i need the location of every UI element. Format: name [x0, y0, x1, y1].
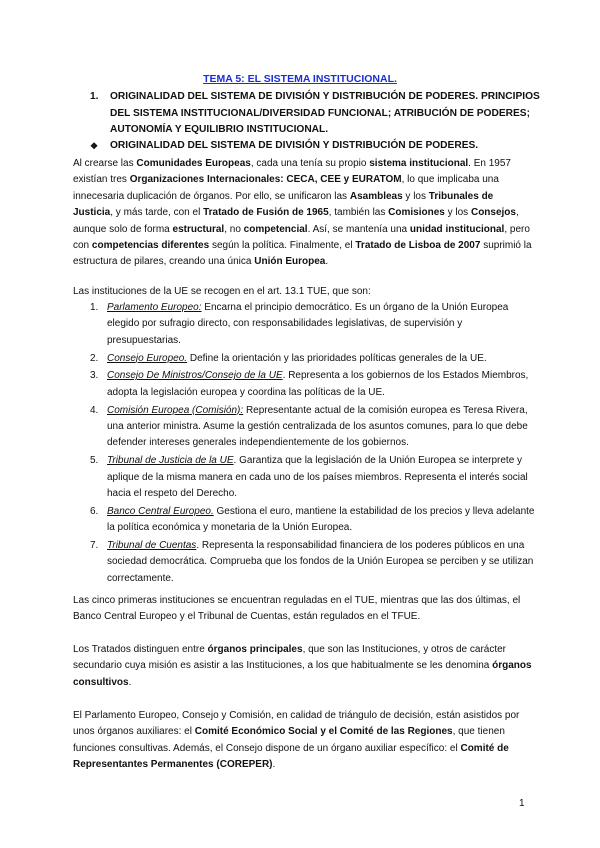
text-run: . Así, se mantenía una — [307, 223, 410, 235]
heading-number: 1. — [90, 91, 99, 102]
bold-text-run: Comunidades Europeas — [136, 158, 251, 169]
bold-text-run: competencial — [243, 223, 308, 235]
text-run: , que tienen funciones consultivas. Además, el Consejo dispone de un órgano auxiliar específico: el — [73, 726, 505, 754]
text-run: , aunque solo de forma — [73, 207, 519, 235]
text-run: , cada una tenía su propio — [250, 158, 370, 169]
institutions-list — [90, 300, 535, 589]
bold-text-run: órganos principales — [207, 644, 303, 655]
bold-text-run: competencias diferentes — [91, 240, 210, 252]
list-item: 6. Banco Central Europeo. Gestiona el euro, mantiene la estabilidad de los precios y lleva adelante la política económica y monetaria de la Unión Europea. — [90, 505, 535, 534]
institution-name: Comisión Europea (Comisión): — [107, 404, 244, 416]
institution-description: . Representa a los gobiernos de los Estados Miembros, adopta la legislación europea y coordina las políticas de la UE. — [107, 370, 529, 398]
institution-name: Consejo De Ministros/Consejo de la UE — [107, 370, 283, 382]
page-number: 1 — [519, 798, 525, 809]
institution-name: Tribunal de Justicia de la UE — [107, 455, 234, 467]
heading-text: ORIGINALIDAD DEL SISTEMA DE DIVISIÓN Y DISTRIBUCIÓN DE PODERES. PRINCIPIOS DEL SISTEMA INSTITUCIONAL/DIVERSIDAD FUNCIONAL; ATRIBUCIÓN DE PODERES; AUTONOMÍA Y EQUILIBRIO INSTITUCIONAL. — [110, 91, 540, 135]
bold-text-run: Consejos — [470, 207, 516, 219]
text-run: Al crearse las — [73, 158, 137, 169]
text-run: , también las — [328, 207, 389, 219]
paragraph-history — [73, 156, 533, 271]
text-run: , y más tarde, con el — [110, 207, 204, 219]
section-heading-1 — [90, 89, 540, 139]
institution-name: Banco Central Europeo. — [107, 505, 214, 517]
text-run: , que son las Instituciones, y otros de carácter secundario cuya misión es asistir a las Instituciones, a los que habitualmente se les denomina — [73, 644, 506, 672]
bold-text-run: estructural — [172, 223, 225, 235]
institution-name: Tribunal de Cuentas — [107, 540, 197, 552]
bold-text-run: sistema institucional — [369, 158, 469, 169]
institution-description: Gestiona el euro, mantiene la estabilidad de los precios y lleva adelante la política económica y monetaria de la Unión Europea. — [107, 505, 535, 534]
text-run: , pero con — [73, 223, 530, 252]
bold-text-run: órganos consultivos — [73, 660, 532, 688]
institution-description: Encarna el principio democrático. Es un órgano de la Unión Europea elegido por sufragio directo, con responsabilidades legislativas, de supervisión y presupuestarias. — [107, 302, 509, 346]
list-item: 4. Comisión Europea (Comisión): Representante actual de la comisión europea es Teresa Rivera, una anterior ministra. Asume la gestión centralizada de los asuntos comunes, para lo que debe defender intereses generales independientemente de los gobiernos. — [90, 404, 528, 449]
bold-text-run: Tribunales de Justicia — [73, 190, 494, 219]
bold-text-run: Unión Europea — [254, 256, 326, 268]
text-run: , no — [224, 223, 244, 235]
text-run: y los — [444, 207, 471, 219]
institution-name: Parlamento Europeo: — [107, 302, 202, 313]
diamond-bullet-icon: ❖ — [90, 141, 99, 151]
text-run: . En 1957 existían tres — [73, 158, 511, 186]
list-item: 2. Consejo Europeo. Define la orientación y las prioridades políticas generales de la UE. — [90, 352, 487, 364]
text-run: Los Tratados distinguen entre — [73, 644, 208, 655]
paragraph-organs — [73, 642, 533, 691]
institution-description: . Garantiza que la legislación de la Unión Europea se interprete y aplique de la misma manera en cada uno de los países miembros. Representa el interés social hacia el respeto del Derecho. — [107, 455, 528, 500]
bold-text-run: Tratado de Lisboa de 2007 — [355, 240, 481, 252]
bold-text-run: Comité de Representantes Permanentes (COREPER) — [73, 742, 509, 771]
list-item: 3. Consejo De Ministros/Consejo de la UE. Representa a los gobiernos de los Estados Miembros, adopta la legislación europea y coordina las políticas de la UE. — [90, 370, 529, 398]
text-run: , lo que implicaba una innecesaria duplicación de órganos. Por ello, se unificaron las — [73, 174, 499, 202]
list-item: 5. Tribunal de Justicia de la UE. Garantiza que la legislación de la Unión Europea se interprete y aplique de la misma manera en cada uno de los países miembros. Representa el interés social hacia el respeto del Derecho. — [90, 455, 528, 500]
text-run: suprimió la estructura de pilares, creando una única — [73, 240, 532, 268]
institution-name: Consejo Europeo. — [107, 352, 188, 364]
institution-description: Representante actual de la comisión europea es Teresa Rivera, una anterior ministra. Asume la gestión centralizada de los asuntos comunes, para lo que debe defender intereses generales independientemente de los gobiernos. — [107, 404, 528, 449]
text-run: . — [272, 759, 276, 771]
institution-description: . Representa la responsabilidad financiera de los poderes públicos en una sociedad democrática. Comprueba que los fondos de la Unión Europea se perciben y se utilizan correctamente. — [107, 540, 534, 584]
bold-text-run: Comisiones — [388, 207, 445, 219]
list-item: 7. Tribunal de Cuentas. Representa la responsabilidad financiera de los poderes públicos en una sociedad democrática. Comprueba que los fondos de la Unión Europea se perciben y se utilizan correctamente. — [90, 540, 534, 584]
section-heading-2 — [90, 138, 540, 155]
bold-text-run: Comité Económico Social y el Comité de las Regiones — [194, 726, 453, 738]
text-run: El Parlamento Europeo, Consejo y Comisión, en calidad de triángulo de decisión, están asistidos por unos órganos auxiliares: el — [73, 710, 520, 738]
paragraph-regulation: Las cinco primeras instituciones se encuentran reguladas en el TUE, mientras que las dos últimas, el Banco Central Europeo y el Tribunal de Cuentas, están regulados en el TFUE. — [73, 595, 521, 623]
bold-text-run: Tratado de Fusión de 1965 — [203, 207, 329, 219]
heading-text: ORIGINALIDAD DEL SISTEMA DE DIVISIÓN Y DISTRIBUCIÓN DE PODERES. — [110, 140, 479, 151]
bold-text-run: unidad institucional — [409, 223, 505, 235]
bold-text-run: Organizaciones Internacionales: CECA, CEE y EURATOM — [129, 174, 402, 186]
paragraph-auxiliary-organs — [73, 708, 533, 774]
paragraph-institutions-intro: Las instituciones de la UE se recogen en el art. 13.1 TUE, que son: — [73, 286, 371, 297]
text-run: y los — [402, 190, 429, 202]
text-run: . — [128, 676, 132, 688]
text-run: según la política. Finalmente, el — [209, 240, 356, 252]
document-title: TEMA 5: EL SISTEMA INSTITUCIONAL. — [203, 73, 397, 85]
bold-text-run: Asambleas — [349, 190, 403, 202]
text-run: . — [325, 256, 329, 268]
institution-description: Define la orientación y las prioridades políticas generales de la UE. — [187, 352, 487, 364]
list-item: 1. Parlamento Europeo: Encarna el principio democrático. Es un órgano de la Unión Europea elegido por sufragio directo, con responsabilidades legislativas, de supervisión y presupuestarias. — [90, 302, 509, 346]
